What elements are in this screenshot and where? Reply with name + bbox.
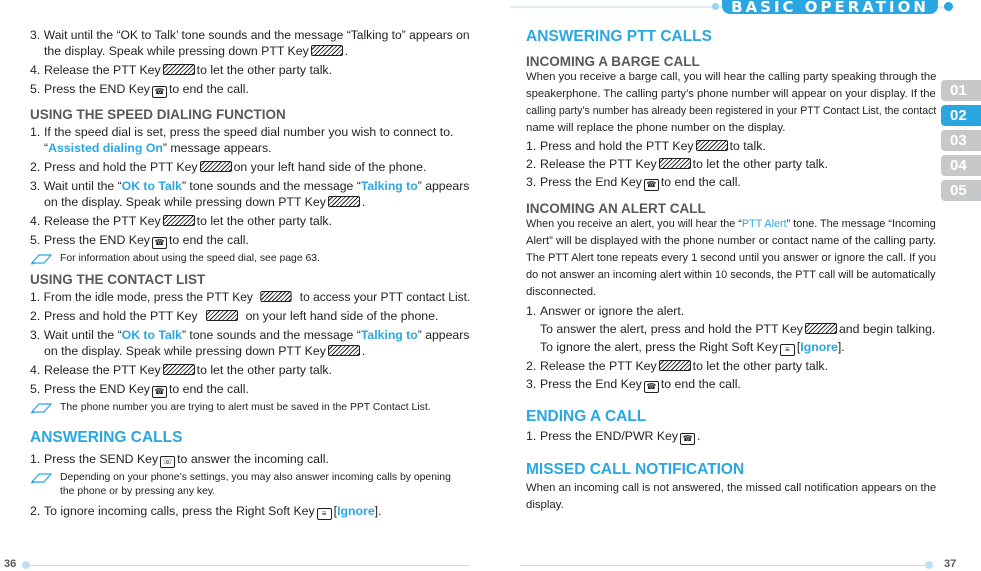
end-pwr-key-icon: ☎ [680,433,695,445]
list-item [30,62,470,78]
step-text: to end the call. [168,233,249,247]
step-text: Press the SEND Key [44,452,159,466]
step-text: to answer the incoming call. [177,452,329,466]
paragraph-line: When an incoming call is not answered, the missed call notification appears on the [526,482,937,494]
step-number: 5. [30,382,41,396]
paragraph-line: calling party’s number has already been registered in your PTT Contact List, the contact [526,105,937,117]
ptt-key-icon [200,161,232,172]
paragraph-text: When you receive an alert, you will hear the “ [526,218,742,230]
ptt-key-icon [311,45,343,56]
list-item [526,174,936,191]
step-number: 2. [526,359,537,373]
step-text: Press and hold the PTT Key [540,139,694,153]
end-key-icon: ☎ [644,179,659,191]
step-text: . [361,344,366,358]
page-number-left: 36 [4,558,17,570]
list-item [526,321,936,337]
highlight-text: OK to Talk [121,179,182,193]
step-text: To ignore incoming calls, press the Right Soft Key [44,504,315,518]
step-text: to let the other party talk. [692,359,828,373]
ptt-key-icon [328,345,360,356]
footer-rule-left [30,565,470,566]
highlight-text: PTT Alert [741,218,787,230]
list-item [30,159,470,175]
step-number: 5. [30,233,41,247]
step-text: [ [796,340,801,354]
list-item [526,303,936,319]
step-text: Release the PTT Key [44,363,161,377]
highlight-text: OK to Talk [121,328,182,342]
ptt-key-icon [659,360,691,371]
step-text: to talk. [729,139,766,153]
step-text: To ignore the alert, press the Right Soft Key [540,340,778,354]
list-item [526,428,936,445]
footer-dot-right [925,561,933,569]
step-number: 1. [526,304,537,318]
step-text: If the speed dial is set, press the speed dial number you wish to connect to. [44,125,454,139]
paragraph-text: ” tone. The message “Incoming [786,218,936,230]
step-text: to access your PTT contact List. [299,290,471,304]
step-text: ” tone sounds and the message “ [181,328,361,342]
step-number: 1. [30,125,41,139]
heading-answering-ptt: ANSWERING PTT CALLS [526,28,712,45]
step-text: ” message appears. [162,141,272,155]
step-text: on your left hand side of the phone. [233,160,427,174]
step-text: to end the call. [660,175,741,189]
step-number: 2. [526,157,537,171]
step-text: Press the End Key [540,377,642,391]
step-number: 3. [526,175,537,189]
paragraph-line: display. [526,499,564,511]
step-text: . [361,195,366,209]
ptt-key-icon [163,64,195,75]
step-text: Press the END Key [44,233,150,247]
highlight-text: Talking to [360,328,418,342]
highlight-text: Ignore [337,504,375,518]
highlight-text: Ignore [800,340,838,354]
right-soft-key-icon: ≡ [780,344,795,356]
list-item [30,327,468,343]
step-text: To answer the alert, press and hold the PTT Key [540,322,803,336]
list-item [30,178,468,194]
step-text: Release the PTT Key [44,63,161,77]
step-number: 1. [30,452,41,466]
step-text: Press the END Key [44,82,150,96]
step-number: 2. [30,160,41,174]
note-text: The phone number you are trying to alert must be saved in the PPT Contact List. [60,402,431,413]
paragraph-line: do not answer an incoming alert within 10 seconds, the PTT call will be automatically [526,269,936,281]
list-item [30,308,470,324]
list-item [30,124,470,140]
heading-contact-list: USING THE CONTACT LIST [30,272,206,287]
note-text: Depending on your phone’s settings, you may also answer incoming calls by opening [60,472,451,483]
note [30,252,470,266]
heading-missed-call: MISSED CALL NOTIFICATION [526,461,745,478]
step-number: 3. [30,179,41,193]
note-pencil-icon [30,471,54,484]
step-number: 5. [30,82,41,96]
step-text: Release the PTT Key [44,214,161,228]
end-key-icon: ☎ [152,237,167,249]
chapter-tab-04[interactable]: 04 [941,155,981,176]
heading-answering-calls: ANSWERING CALLS [30,429,183,446]
highlight-text: Assisted dialing On [48,141,163,155]
list-item [30,194,470,210]
ptt-key-icon [163,364,195,375]
step-text: Press and hold the PTT Key [44,160,198,174]
list-item [30,140,470,156]
note-pencil-icon [30,401,54,414]
chapter-tabs [941,80,981,205]
ptt-key-icon [163,215,195,226]
step-text: From the idle mode, press the PTT Key [43,290,253,304]
heading-ending-call: ENDING A CALL [526,408,647,425]
step-text: and begin talking. [838,322,936,336]
note [30,401,470,415]
list-item [526,156,936,172]
paragraph-line: Alert” will be displayed with the phone number or contact name of the calling party. [526,235,937,247]
right-soft-key-icon: ≡ [317,508,332,520]
paragraph-line: When you receive a barge call, you will hear the calling party speaking through the [526,71,937,83]
note-pencil-icon [30,252,54,265]
step-number: 3. [30,328,41,342]
step-text: Answer or ignore the alert. [540,304,685,318]
ptt-key-icon [805,323,837,334]
footer-dot-left [22,561,30,569]
step-text: to end the call. [168,82,249,96]
step-text: to let the other party talk. [196,63,332,77]
step-text: to end the call. [168,382,249,396]
heading-speed-dial: USING THE SPEED DIALING FUNCTION [30,107,286,122]
heading-barge-call: INCOMING A BARGE CALL [526,54,700,69]
step-text: on your left hand side of the phone. [245,309,439,323]
step-number: 4. [30,214,41,228]
step-text: to end the call. [660,377,741,391]
footer-rule-right [520,565,925,566]
list-item [526,339,936,356]
list-item [526,358,936,374]
list-item [526,376,936,393]
step-text: the display. Speak while pressing down PTT Key [44,44,309,58]
step-text: . [344,44,349,58]
step-number: 4. [30,63,41,77]
step-number: 2. [30,309,41,323]
step-number: 3. [526,377,537,391]
chapter-tab-02[interactable]: 02 [941,105,981,126]
end-key-icon: ☎ [152,86,167,98]
step-text: Release the PTT Key [540,359,657,373]
page-number-right: 37 [944,558,957,570]
list-item [30,451,470,468]
list-item [30,232,470,249]
step-number: 3. [30,28,41,42]
heading-alert-call: INCOMING AN ALERT CALL [526,201,706,216]
step-text: [ [333,504,338,518]
list-item [30,381,470,398]
step-text: . [697,429,701,443]
step-text: ” appears [417,328,470,342]
right-page-content [526,24,936,514]
send-key-icon: ☏ [160,456,175,468]
step-text: Wait until the “ [43,328,122,342]
note-text: For information about using the speed dial, see page 63. [60,253,320,264]
list-item [526,138,936,154]
left-page-content [30,27,470,520]
ptt-key-icon [696,140,728,151]
paragraph-line: speakerphone. The calling party’s phone number will appear on your display. If the [526,88,936,100]
step-text: “ [44,141,49,155]
chapter-tab-03[interactable]: 03 [941,130,981,151]
step-text: Press the End Key [540,175,642,189]
step-text: Wait until the “ [43,179,122,193]
header-dot-left [712,3,719,10]
list-item [30,343,470,359]
paragraph-line: The PTT Alert tone repeats every 1 second until you answer or ignore the call. If you [526,252,937,264]
ptt-key-icon [261,291,292,302]
step-text: to let the other party talk. [196,214,332,228]
list-item [30,27,470,43]
step-text: Wait until the “OK to Talk’ tone sounds and the message “Talking to” appears on [43,28,470,42]
section-title: BASIC OPERATION [722,0,938,14]
list-item [30,289,471,305]
list-item [30,503,470,520]
step-text: ]. [837,340,845,354]
step-text: ” appears [417,179,470,193]
end-key-icon: ☎ [152,386,167,398]
step-text: Press the END Key [44,382,150,396]
list-item [30,362,470,378]
step-number: 1. [526,429,537,443]
ptt-key-icon [659,158,691,169]
step-text: Press and hold the PTT Key [44,309,198,323]
step-number: 1. [30,290,41,304]
header-dot-right [944,2,953,11]
ptt-key-icon [206,310,238,321]
paragraph-line: name will replace the phone number on the display. [526,122,786,134]
step-text: on the display. Speak while pressing down PTT Key [44,344,326,358]
end-key-icon: ☎ [644,381,659,393]
step-text: to let the other party talk. [196,363,332,377]
paragraph-line [526,216,936,233]
step-text: Release the PTT Key [540,157,657,171]
list-item [30,43,470,59]
ptt-key-icon [328,196,360,207]
note [30,471,470,499]
list-item [30,81,470,98]
highlight-text: Talking to [360,179,418,193]
step-text: Press the END/PWR Key [540,429,679,443]
step-number: 1. [526,139,537,153]
note-text: the phone or by pressing any key. [60,486,216,497]
step-text: ]. [374,504,382,518]
paragraph-line: disconnected. [526,286,597,298]
chapter-tab-05[interactable]: 05 [941,180,981,201]
chapter-tab-01[interactable]: 01 [941,80,981,101]
list-item [30,213,470,229]
step-text: on the display. Speak while pressing down PTT Key [44,195,326,209]
step-number: 2. [30,504,41,518]
step-text: to let the other party talk. [692,157,828,171]
step-number: 4. [30,363,41,377]
step-text: ” tone sounds and the message “ [181,179,361,193]
